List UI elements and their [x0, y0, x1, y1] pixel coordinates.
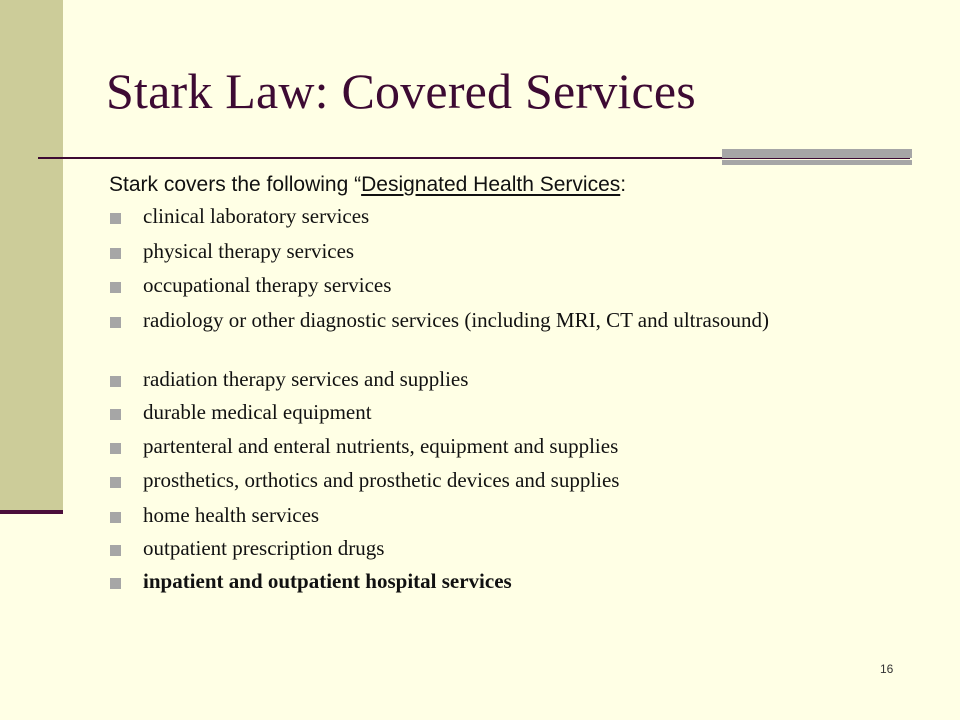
- list-item-text: radiation therapy services and supplies: [143, 367, 469, 391]
- list-item: [110, 368, 870, 390]
- list-item: [110, 469, 870, 491]
- square-bullet-icon: [110, 376, 121, 387]
- list-item: [110, 274, 870, 296]
- square-bullet-icon: [110, 409, 121, 420]
- list-item-text: outpatient prescription drugs: [143, 536, 385, 560]
- slide-title: Stark Law: Covered Services: [106, 63, 696, 119]
- intro-text-before: Stark covers the following “: [109, 173, 362, 196]
- left-bar-underline: [0, 510, 63, 514]
- left-decorative-bar: [0, 0, 63, 512]
- square-bullet-icon: [110, 512, 121, 523]
- accent-bar-lower: [722, 160, 912, 165]
- page-number: 16: [880, 662, 894, 676]
- list-item-text: prosthetics, orthotics and prosthetic devices and supplies: [143, 468, 620, 492]
- list-item-text: home health services: [143, 503, 320, 527]
- square-bullet-icon: [110, 282, 121, 293]
- list-item-text: durable medical equipment: [143, 400, 372, 424]
- list-item: [110, 205, 870, 227]
- list-item: [110, 401, 870, 423]
- list-item: [110, 435, 870, 457]
- square-bullet-icon: [110, 213, 121, 224]
- square-bullet-icon: [110, 545, 121, 556]
- list-item-text: partenteral and enteral nutrients, equipment and supplies: [143, 434, 619, 458]
- list-item: [110, 504, 870, 526]
- intro-line: [109, 173, 626, 197]
- list-item-text: occupational therapy services: [143, 273, 392, 297]
- list-item-text: radiology or other diagnostic services (including MRI, CT and ultrasound): [143, 308, 769, 332]
- list-item: [110, 309, 870, 331]
- intro-text-after: :: [620, 173, 627, 196]
- accent-bar: [722, 149, 912, 158]
- list-item-text: inpatient and outpatient hospital services: [143, 569, 512, 593]
- intro-underlined-term: Designated Health Services: [361, 173, 621, 196]
- square-bullet-icon: [110, 443, 121, 454]
- square-bullet-icon: [110, 578, 121, 589]
- list-item: [110, 537, 870, 559]
- list-item-text: physical therapy services: [143, 239, 355, 263]
- square-bullet-icon: [110, 248, 121, 259]
- square-bullet-icon: [110, 317, 121, 328]
- list-item: [110, 570, 870, 592]
- list-item: [110, 240, 870, 262]
- list-item-text: clinical laboratory services: [143, 204, 370, 228]
- square-bullet-icon: [110, 477, 121, 488]
